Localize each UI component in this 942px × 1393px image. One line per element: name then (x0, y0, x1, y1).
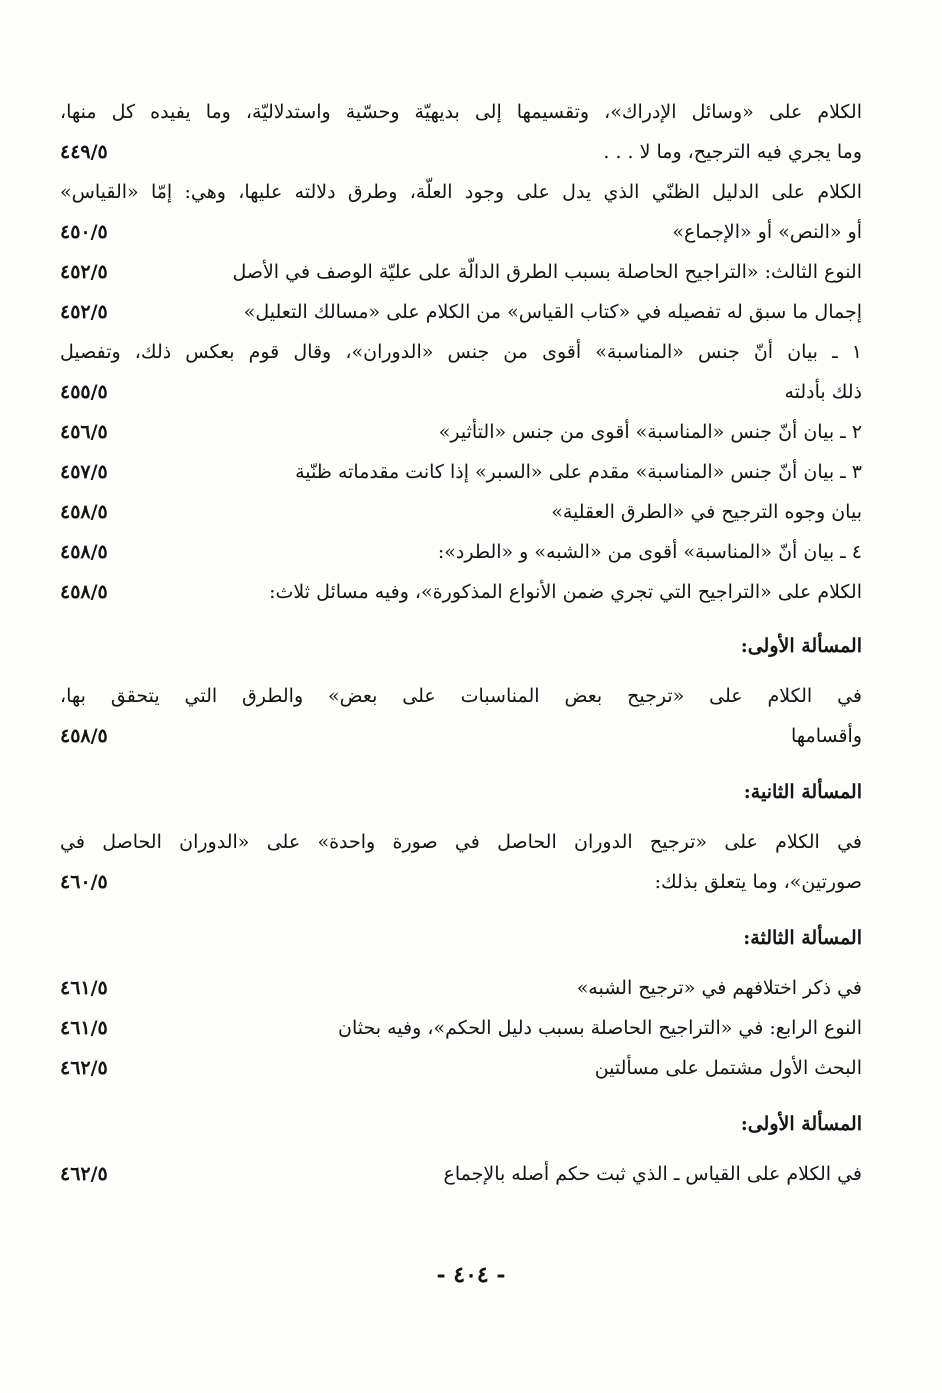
index-entry (60, 252, 862, 292)
page-reference: ٤٥٦/٥ (60, 421, 108, 443)
entry-text: في الكلام على «ترجيح بعض المناسبات على بعض» والطرق التي يتحقق بها، (60, 685, 862, 707)
section-heading: المسألة الأولى: (740, 635, 862, 657)
index-entry (60, 92, 862, 172)
index-entry (60, 676, 862, 756)
page-reference: ٤٥٨/٥ (60, 541, 108, 563)
entry-text: ٢ ـ بيان أنّ جنس «المناسبة» أقوى من جنس «التأثير» (438, 421, 862, 443)
index-entry (60, 492, 862, 532)
entry-text: وما يجري فيه الترجيح، وما لا . . . (603, 141, 862, 163)
index-entry (60, 822, 862, 902)
entry-text: صورتين»، وما يتعلق بذلك: (654, 871, 862, 893)
entry-text: في الكلام على «ترجيح الدوران الحاصل في صورة واحدة» على «الدوران الحاصل في (60, 831, 862, 853)
page-reference: ٤٤٩/٥ (60, 141, 108, 163)
page-reference: ٤٥٨/٥ (60, 725, 108, 747)
index-entry (60, 968, 862, 1008)
entry-text: ١ ـ بيان أنّ جنس «المناسبة» أقوى من جنس «الدوران»، وقال قوم بعكس ذلك، وتفصيل (60, 341, 862, 363)
entry-text: الكلام على الدليل الظنّي الذي يدل على وجود العلّة، وطرق دلالته عليها، وهي: إمّا «القياس» (60, 181, 862, 203)
index-entry (60, 452, 862, 492)
entry-text: ٣ ـ بيان أنّ جنس «المناسبة» مقدم على «السبر» إذا كانت مقدماته ظنّية (295, 461, 862, 483)
page-number: - ٤٠٤ - (436, 1262, 506, 1288)
entry-text: بيان وجوه الترجيح في «الطرق العقلية» (551, 501, 862, 523)
entry-text: الكلام على «التراجيح التي تجري ضمن الأنواع المذكورة»، وفيه مسائل ثلاث: (269, 581, 862, 603)
page-reference: ٤٥٧/٥ (60, 461, 108, 483)
page-reference: ٤٥٥/٥ (60, 381, 108, 403)
index-entry (60, 292, 862, 332)
index-entry (60, 1154, 862, 1194)
page-reference: ٤٥٢/٥ (60, 301, 108, 323)
index-entry (60, 332, 862, 412)
index-entry (60, 172, 862, 252)
index-entry (60, 572, 862, 612)
entry-text: ٤ ـ بيان أنّ «المناسبة» أقوى من «الشبه» و «الطرد»: (437, 541, 862, 563)
page-reference: ٤٥٨/٥ (60, 501, 108, 523)
index-page (60, 92, 862, 1194)
entry-text: ذلك بأدلته (784, 381, 862, 403)
page-reference: ٤٦١/٥ (60, 977, 108, 999)
index-entry (60, 532, 862, 572)
index-entry (60, 1048, 862, 1088)
section-heading: المسألة الثالثة: (743, 927, 862, 949)
page-reference: ٤٦١/٥ (60, 1017, 108, 1039)
index-entry (60, 412, 862, 452)
entry-text: أو «النص» أو «الإجماع» (672, 221, 862, 243)
entry-text: وأقسامها (791, 725, 862, 747)
page-reference: ٤٦٠/٥ (60, 871, 108, 893)
entry-text: إجمال ما سبق له تفصيله في «كتاب القياس» من الكلام على «مسالك التعليل» (243, 301, 862, 323)
entry-text: النوع الثالث: «التراجيح الحاصلة بسبب الطرق الدالّة على عليّة الوصف في الأصل (232, 261, 862, 283)
index-entry (60, 1008, 862, 1048)
page-reference: ٤٥٠/٥ (60, 221, 108, 243)
section-heading: المسألة الثانية: (743, 781, 862, 803)
section-heading: المسألة الأولى: (740, 1113, 862, 1135)
entry-text: النوع الرابع: في «التراجيح الحاصلة بسبب دليل الحكم»، وفيه بحثان (338, 1017, 862, 1039)
entry-text: الكلام على «وسائل الإدراك»، وتقسيمها إلى بديهيّة وحسّية واستدلاليّة، وما يفيده كل منها، (60, 101, 862, 123)
entry-text: في ذكر اختلافهم في «ترجيح الشبه» (576, 977, 862, 999)
page-reference: ٤٦٢/٥ (60, 1057, 108, 1079)
page-reference: ٤٥٨/٥ (60, 581, 108, 603)
entry-text: البحث الأول مشتمل على مسألتين (594, 1057, 862, 1079)
page-reference: ٤٥٢/٥ (60, 261, 108, 283)
page-reference: ٤٦٢/٥ (60, 1163, 108, 1185)
entry-text: في الكلام على القياس ـ الذي ثبت حكم أصله بالإجماع (443, 1163, 862, 1185)
